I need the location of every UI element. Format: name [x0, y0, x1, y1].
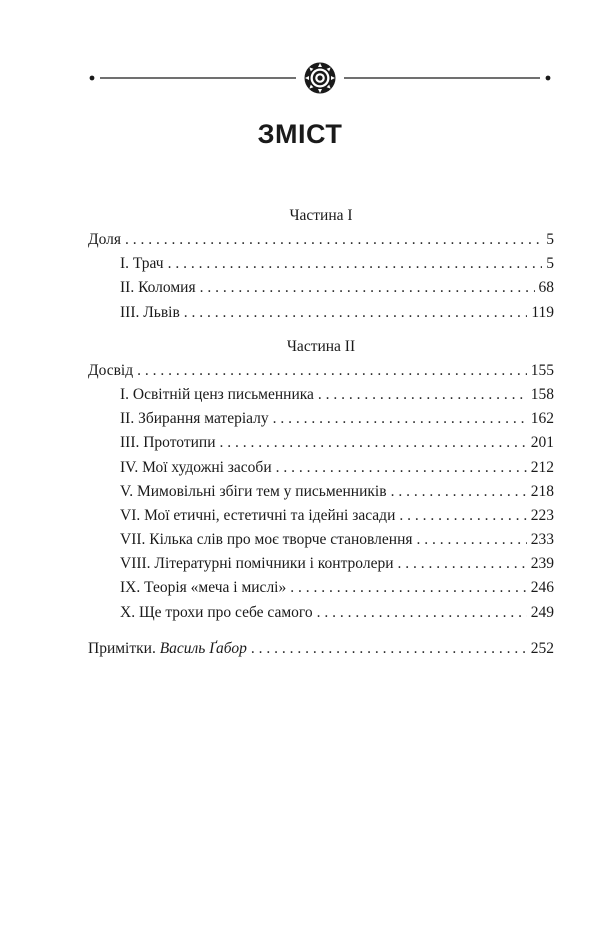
header-ornament [88, 58, 552, 98]
toc-entry-label [88, 639, 247, 659]
dot-leader [137, 361, 527, 381]
toc-entry-page: 212 [530, 458, 554, 476]
toc-entry-page: 233 [530, 531, 554, 549]
toc-entry[interactable] [88, 230, 554, 254]
toc-entry[interactable] [88, 458, 554, 482]
dot-leader [318, 385, 527, 405]
toc-entry[interactable] [88, 409, 554, 433]
toc-entry[interactable] [88, 433, 554, 457]
toc-entry-label: VIII. Літературні помічники і контролери [120, 555, 394, 573]
toc-entry-page: 218 [530, 482, 554, 500]
toc-entry[interactable] [88, 554, 554, 578]
dot-leader [317, 603, 527, 623]
toc-entry-label: VII. Кілька слів про моє творче становлення [120, 531, 413, 549]
dot-leader [276, 458, 527, 478]
toc-entry[interactable] [88, 278, 554, 302]
toc-entry[interactable] [88, 361, 554, 385]
part-heading: Частина І [289, 207, 353, 224]
part-heading: Частина ІІ [286, 337, 356, 355]
toc-entry-label: I. Освітній ценз письменника [120, 385, 314, 403]
toc-entry-label: V. Мимовільні збіги тем у письменників [120, 482, 387, 500]
dot-leader [200, 278, 535, 298]
toc-entry-page: 5 [546, 255, 554, 273]
dot-leader [399, 506, 526, 526]
toc-entry-label: ІІІ. Львів [120, 303, 180, 321]
toc-entry-page: 249 [530, 603, 554, 621]
dot-leader [251, 639, 527, 659]
notes-label: Примітки. [88, 639, 156, 657]
toc-entry[interactable] [88, 303, 554, 327]
dot-leader [417, 530, 527, 550]
toc-entry[interactable] [88, 506, 554, 530]
toc-entry-label: ІІ. Коломия [120, 279, 196, 297]
toc-entry-notes[interactable] [88, 639, 554, 663]
toc-entry[interactable] [88, 603, 554, 627]
toc-entry-page: 119 [531, 303, 554, 321]
toc-entry-label: II. Збирання матеріалу [120, 410, 269, 428]
toc-entry-page: 5 [546, 231, 554, 248]
toc-entry-label: X. Ще трохи про себе самого [120, 603, 313, 621]
toc-entry[interactable] [88, 578, 554, 602]
page-title: ЗМІСТ [257, 119, 343, 149]
notes-author: Василь Ґабор [159, 639, 247, 657]
toc-entry-page: 246 [530, 579, 554, 597]
toc-entry-label: III. Прототипи [120, 434, 216, 452]
dot-leader [168, 254, 543, 274]
sunburst-ornament-icon [88, 58, 552, 98]
dot-leader [220, 433, 527, 453]
dot-leader [398, 554, 527, 574]
toc-entry[interactable] [88, 254, 554, 278]
toc-entry[interactable] [88, 530, 554, 554]
dot-leader [125, 230, 542, 250]
dot-leader [290, 578, 527, 598]
toc-entry-page: 162 [530, 410, 554, 428]
table-of-contents [88, 206, 554, 663]
dot-leader [184, 303, 528, 323]
toc-entry-page: 155 [530, 361, 554, 379]
toc-entry-page: 201 [530, 434, 554, 452]
toc-entry-page: 158 [530, 385, 554, 403]
spacer [88, 627, 554, 639]
toc-entry-page: 223 [530, 506, 554, 524]
dot-leader [391, 482, 527, 502]
toc-entry[interactable] [88, 482, 554, 506]
toc-entry-label: І. Трач [120, 255, 164, 273]
toc-entry-label: IV. Мої художні засоби [120, 458, 272, 476]
toc-entry-label: IX. Теорія «меча і мислі» [120, 579, 287, 597]
toc-entry-label: Доля [88, 231, 121, 248]
toc-entry-label: VI. Мої етичні, естетичні та ідейні засади [120, 506, 396, 524]
toc-entry[interactable] [88, 385, 554, 409]
toc-entry-label: Досвід [88, 361, 134, 379]
toc-entry-page: 252 [530, 639, 554, 657]
toc-entry-page: 239 [530, 555, 554, 573]
toc-entry-page: 68 [538, 279, 554, 297]
spacer [88, 327, 554, 337]
dot-leader [273, 409, 527, 429]
